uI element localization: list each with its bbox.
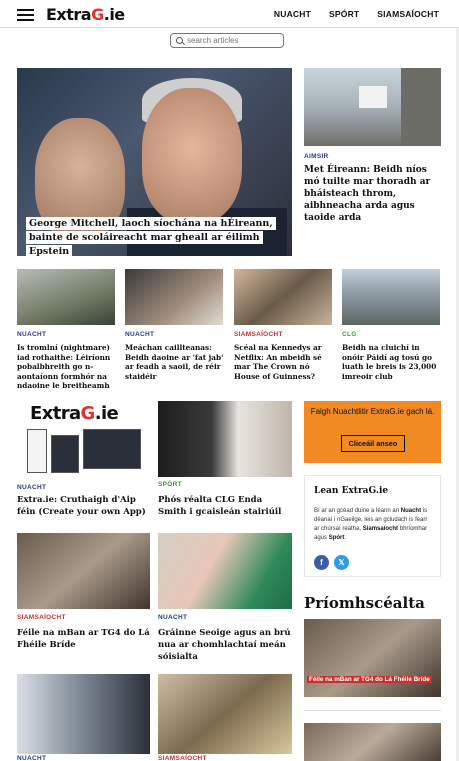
newsletter-button[interactable]: Cliceáil anseo: [341, 435, 405, 452]
story-category[interactable]: NUACHT: [125, 331, 155, 338]
story-image[interactable]: [234, 269, 332, 325]
story-category[interactable]: SPÓRT: [158, 481, 182, 488]
search-input[interactable]: [187, 36, 277, 45]
nav-siamsaiocht[interactable]: SIAMSAÍOCHT: [377, 9, 439, 19]
story-headline[interactable]: Féile na mBan ar TG4 do Lá Fhéile Bríde: [17, 628, 150, 650]
top-story-image[interactable]: [304, 619, 441, 697]
story-headline[interactable]: Scéal na Kennedys ar Netflix: An mbeidh sé mar The Crown nó House of Guinness?: [234, 343, 322, 381]
story-image[interactable]: [158, 401, 292, 477]
app-promo-logo: ExtraG.ie: [30, 403, 119, 424]
story-category[interactable]: NUACHT: [17, 331, 47, 338]
story-category[interactable]: CLG: [342, 331, 357, 338]
site-header: [0, 0, 459, 28]
story-image[interactable]: [158, 674, 292, 754]
facebook-icon[interactable]: f: [314, 555, 329, 570]
story-category[interactable]: SIAMSAÍOCHT: [17, 614, 66, 621]
newsletter-text: Faigh Nuachtlitir ExtraG.ie gach lá.: [310, 407, 435, 416]
story-headline[interactable]: Gráinne Seoige agus an brú nua ar chomhlachtaí meán sóisialta: [158, 628, 291, 662]
top-story-caption[interactable]: Féile na mBan ar TG4 do Lá Fhéile Bríde: [309, 676, 430, 683]
story-headline[interactable]: Meáchan caillteanas: Beidh daoine ar 'fat jab' ar feadh a saoil, de réir staidéir: [125, 343, 224, 381]
story-category[interactable]: NUACHT: [17, 755, 47, 761]
search-icon: [176, 37, 183, 44]
story-headline[interactable]: Phós réalta CLG Enda Smith i gcaisleán stairiúil: [158, 495, 282, 517]
nav-sport[interactable]: SPÓRT: [329, 9, 360, 19]
story-headline[interactable]: Extra.ie: Cruthaigh d'Aip féin (Create your own App): [17, 495, 146, 517]
follow-description: Bí ar an gcéad duine a léann an Nuacht is déanaí i nGaeilge, leis an gcludach is fearr ar chúrsaí reatha, Siamsaíocht bhríomhar agus Spórt.: [314, 508, 428, 541]
site-logo[interactable]: ExtraG.ie: [46, 5, 125, 24]
follow-box: [304, 475, 441, 577]
menu-icon[interactable]: [17, 9, 34, 20]
story-image[interactable]: [17, 674, 150, 754]
story-image[interactable]: [125, 269, 223, 325]
follow-title: Lean ExtraG.ie: [314, 486, 389, 496]
x-icon[interactable]: 𝕏: [334, 555, 349, 570]
main-nav: [274, 9, 439, 19]
story-headline[interactable]: Beidh na cluichí in onóir Páidí ag tosú go luath le breis is 23,000 imreoir club: [342, 343, 437, 381]
story-image[interactable]: [17, 533, 150, 609]
side-story-headline[interactable]: Met Éireann: Beidh níos mó tuilte mar thoradh ar bháisteach throm, aibhneacha arda agus taoide arda: [304, 165, 431, 223]
nav-nuacht[interactable]: NUACHT: [273, 9, 312, 19]
search-box[interactable]: [170, 33, 284, 48]
top-stories-title: Príomhscéalta: [304, 594, 425, 612]
app-promo-image[interactable]: [17, 401, 150, 477]
story-category[interactable]: NUACHT: [158, 614, 188, 621]
story-image[interactable]: [17, 269, 115, 325]
story-category[interactable]: SIAMSAÍOCHT: [158, 755, 207, 761]
story-category[interactable]: NUACHT: [17, 484, 47, 491]
story-image[interactable]: [158, 533, 292, 609]
side-story-category[interactable]: AIMSIR: [304, 153, 329, 160]
story-image[interactable]: [342, 269, 440, 325]
side-story-image[interactable]: [304, 68, 441, 146]
newsletter-box: [304, 401, 441, 463]
hero-headline[interactable]: George Mitchell, laoch síochána na hÉireann, bainte de scoláireacht mar gheall ar éilimh Epstein: [26, 217, 276, 259]
divider: [304, 710, 441, 711]
top-story-image[interactable]: [304, 723, 441, 761]
story-category[interactable]: SIAMSAÍOCHT: [234, 331, 283, 338]
story-headline[interactable]: Is tromlní (nightmare) iad rothaithe: Léiríonn pobalbhreith go n-aontaíonn formhór na ndaoine le breitheamh: [17, 343, 111, 391]
